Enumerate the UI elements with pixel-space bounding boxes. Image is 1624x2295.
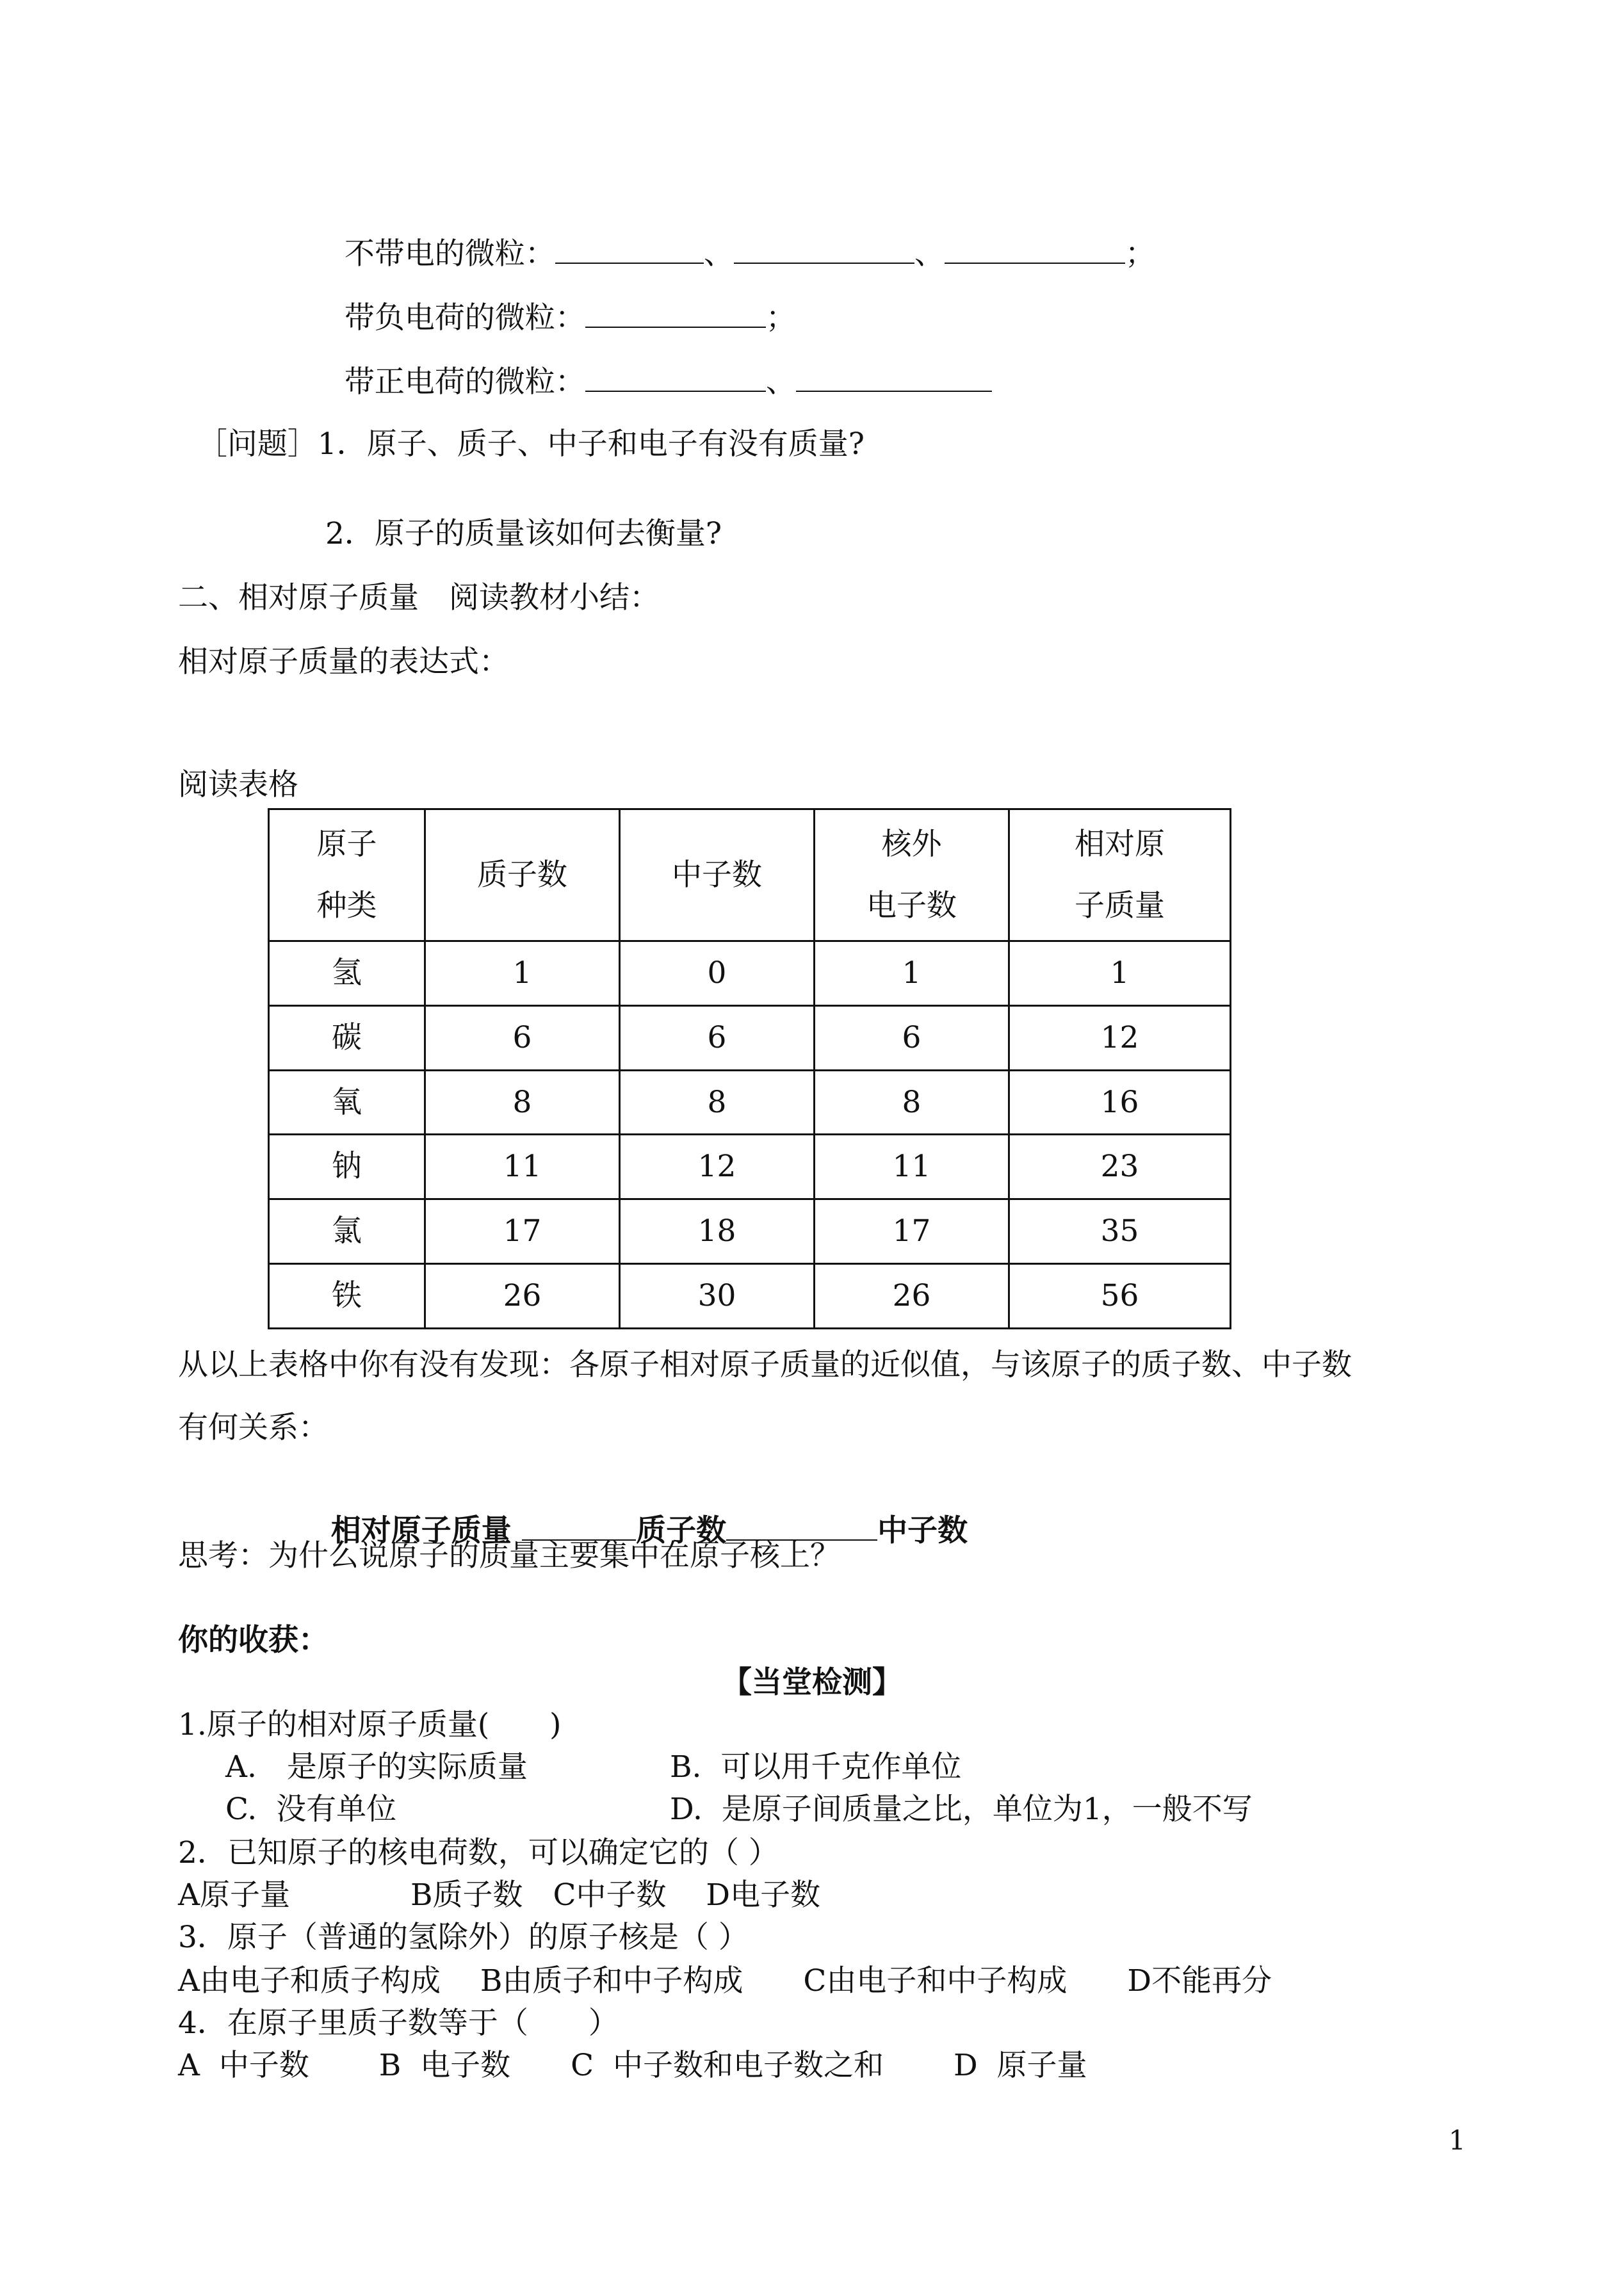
table-header-row (269, 809, 1231, 941)
relation-protons: 质子数 (636, 1513, 727, 1548)
cell-electrons: 26 (815, 1264, 1009, 1329)
relation-relative-mass: 相对原子质量 (330, 1513, 512, 1548)
table-row (269, 1005, 1231, 1070)
cell-neutrons: 12 (620, 1135, 815, 1199)
test-q1: 1.原子的相对原子质量( ) (178, 1707, 562, 1742)
cell-protons: 11 (425, 1135, 620, 1199)
relation-neutrons: 中子数 (877, 1513, 968, 1548)
cell-atom: 氧 (269, 1070, 425, 1135)
question-1: 1．原子、质子、中子和电子有没有质量? (317, 426, 865, 462)
table-row (269, 941, 1231, 1006)
test-q4: 4．在原子里质子数等于（ ） (178, 2006, 619, 2041)
cell-neutrons: 18 (620, 1199, 815, 1264)
test-q2: 2．已知原子的核电荷数，可以确定它的（ ） (178, 1835, 779, 1870)
cell-protons: 8 (425, 1070, 620, 1135)
cell-atom: 铁 (269, 1264, 425, 1329)
question-1-line (178, 387, 865, 464)
neutral-label: 不带电的微粒： (344, 236, 555, 272)
table-row (269, 1070, 1231, 1135)
header-protons: 质子数 (425, 809, 620, 941)
test-q1-option-c: C. 没有单位 (225, 1792, 397, 1827)
cell-relative-mass: 23 (1009, 1135, 1231, 1199)
cell-atom: 碳 (269, 1005, 425, 1070)
cell-atom: 氢 (269, 941, 425, 1006)
cell-electrons: 6 (815, 1005, 1009, 1070)
cell-atom: 钠 (269, 1135, 425, 1199)
cell-electrons: 17 (815, 1199, 1009, 1264)
table-row (269, 1135, 1231, 1199)
section-2-heading: 二、相对原子质量 阅读教材小结： (178, 580, 660, 615)
test-q2-options: A原子量 B质子数 C中子数 D电子数 (178, 1877, 821, 1913)
discovery-line-2: 有何关系： (178, 1410, 329, 1445)
atom-table (268, 808, 1231, 1329)
header-electrons: 核外 电子数 (815, 809, 1009, 941)
test-q1-option-b: B. 可以用千克作单位 (670, 1749, 962, 1785)
table-row (269, 1264, 1231, 1329)
question-tag: ［问题］ (197, 426, 318, 462)
header-atom-type: 原子 种类 (269, 809, 425, 941)
cell-protons: 1 (425, 941, 620, 1006)
semicolon: ； (1125, 236, 1155, 272)
cell-electrons: 1 (815, 941, 1009, 1006)
read-table-label: 阅读表格 (178, 767, 298, 802)
cell-relative-mass: 1 (1009, 941, 1231, 1006)
question-2: 2．原子的质量该如何去衡量? (325, 516, 722, 551)
cell-electrons: 11 (815, 1135, 1009, 1199)
test-q1-option-d: D. 是原子间质量之比，单位为1，一般不写 (670, 1792, 1253, 1827)
cell-neutrons: 0 (620, 941, 815, 1006)
cell-relative-mass: 56 (1009, 1264, 1231, 1329)
header-relative-mass: 相对原 子质量 (1009, 809, 1231, 941)
test-q3-options: A由电子和质子构成 B由质子和中子构成 C由电子和中子构成 D不能再分 (178, 1963, 1272, 1999)
cell-protons: 6 (425, 1005, 620, 1070)
cell-relative-mass: 35 (1009, 1199, 1231, 1264)
harvest-label: 你的收获： (178, 1623, 329, 1658)
positive-label: 带正电荷的微粒： (344, 364, 585, 400)
neutral-blank-3[interactable] (945, 234, 1125, 264)
cell-relative-mass: 16 (1009, 1070, 1231, 1135)
page-number: 1 (1449, 2125, 1466, 2156)
table-row (269, 1199, 1231, 1264)
test-q4-options: A 中子数 B 电子数 C 中子数和电子数之和 D 原子量 (178, 2048, 1087, 2083)
discovery-line-1: 从以上表格中你有没有发现：各原子相对原子质量的近似值，与该原子的质子数、中子数 (178, 1347, 1352, 1383)
test-q1-option-a: A. 是原子的实际质量 (225, 1749, 528, 1785)
cell-neutrons: 6 (620, 1005, 815, 1070)
think-question: 思考：为什么说原子的质量主要集中在原子核上？ (178, 1538, 840, 1573)
test-q3: 3．原子（普通的氢除外）的原子核是（ ） (178, 1920, 749, 1955)
cell-protons: 17 (425, 1199, 620, 1264)
separator: 、 (703, 236, 734, 272)
cell-neutrons: 30 (620, 1264, 815, 1329)
cell-neutrons: 8 (620, 1070, 815, 1135)
cell-electrons: 8 (815, 1070, 1009, 1135)
expression-prompt: 相对原子质量的表达式： (178, 644, 509, 679)
semicolon: ； (765, 300, 796, 336)
separator: 、 (765, 364, 796, 400)
cell-relative-mass: 12 (1009, 1005, 1231, 1070)
test-title: 【当堂检测】 (722, 1665, 902, 1700)
cell-atom: 氯 (269, 1199, 425, 1264)
negative-label: 带负电荷的微粒： (344, 300, 585, 336)
cell-protons: 26 (425, 1264, 620, 1329)
separator: 、 (914, 236, 945, 272)
header-neutrons: 中子数 (620, 809, 815, 941)
